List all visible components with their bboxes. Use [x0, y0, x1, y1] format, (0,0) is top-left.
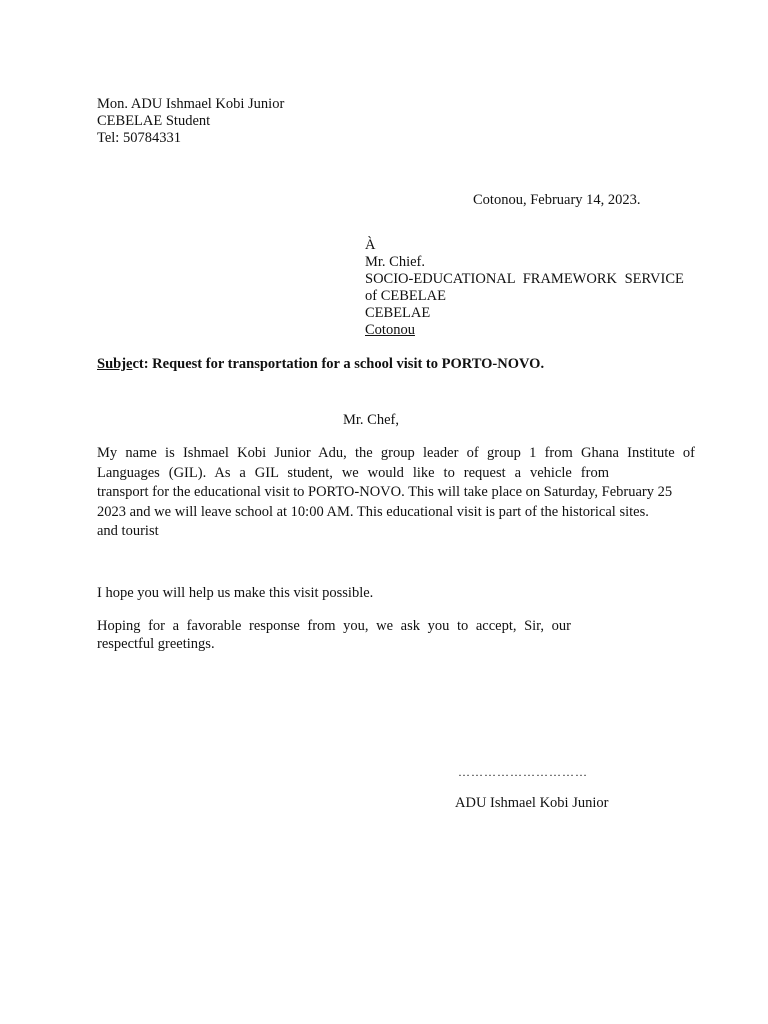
- letter-date: Cotonou, February 14, 2023.: [473, 192, 641, 208]
- body-paragraph-2: I hope you will help us make this visit possible.: [97, 585, 374, 601]
- recipient-org: CEBELAE: [365, 305, 431, 321]
- body-line: transport for the educational visit to PORTO-NOVO. This will take place on Saturday, February 25: [97, 484, 673, 500]
- body-line: 2023 and we will leave school at 10:00 AM. This educational visit is part of the historical sites.: [97, 503, 649, 520]
- body-line: Hoping for a favorable response from you, we ask you to accept, Sir, our: [97, 618, 571, 634]
- sender-role: CEBELAE Student: [97, 113, 211, 129]
- body-paragraph-3: [97, 617, 571, 653]
- recipient-block: [365, 237, 684, 339]
- body-line: Languages (GIL). As a GIL student, we would like to request a vehicle from: [97, 464, 609, 481]
- body-line: and tourist: [97, 523, 159, 539]
- signature-name: ADU Ishmael Kobi Junior: [455, 795, 609, 811]
- recipient-service: SOCIO-EDUCATIONAL FRAMEWORK SERVICE: [365, 271, 684, 287]
- subject-underlined: Subje: [97, 356, 133, 372]
- sender-tel: Tel: 50784331: [97, 130, 181, 146]
- recipient-to: À: [365, 237, 376, 253]
- salutation: Mr. Chef,: [343, 412, 399, 428]
- sender-block: [97, 96, 284, 147]
- subject-text: ct: Request for transportation for a school visit to PORTO-NOVO.: [132, 356, 545, 372]
- recipient-city: Cotonou: [365, 322, 415, 338]
- sender-name: Mon. ADU Ishmael Kobi Junior: [97, 96, 285, 112]
- signature-dots: …………………………: [458, 765, 588, 779]
- body-line: My name is Ishmael Kobi Junior Adu, the group leader of group 1 from Ghana Institute of: [97, 445, 695, 461]
- body-line: respectful greetings.: [97, 636, 215, 652]
- body-paragraph-1: [97, 444, 695, 542]
- subject-line: [97, 356, 544, 373]
- recipient-title: Mr. Chief.: [365, 254, 426, 270]
- recipient-of: of CEBELAE: [365, 288, 446, 304]
